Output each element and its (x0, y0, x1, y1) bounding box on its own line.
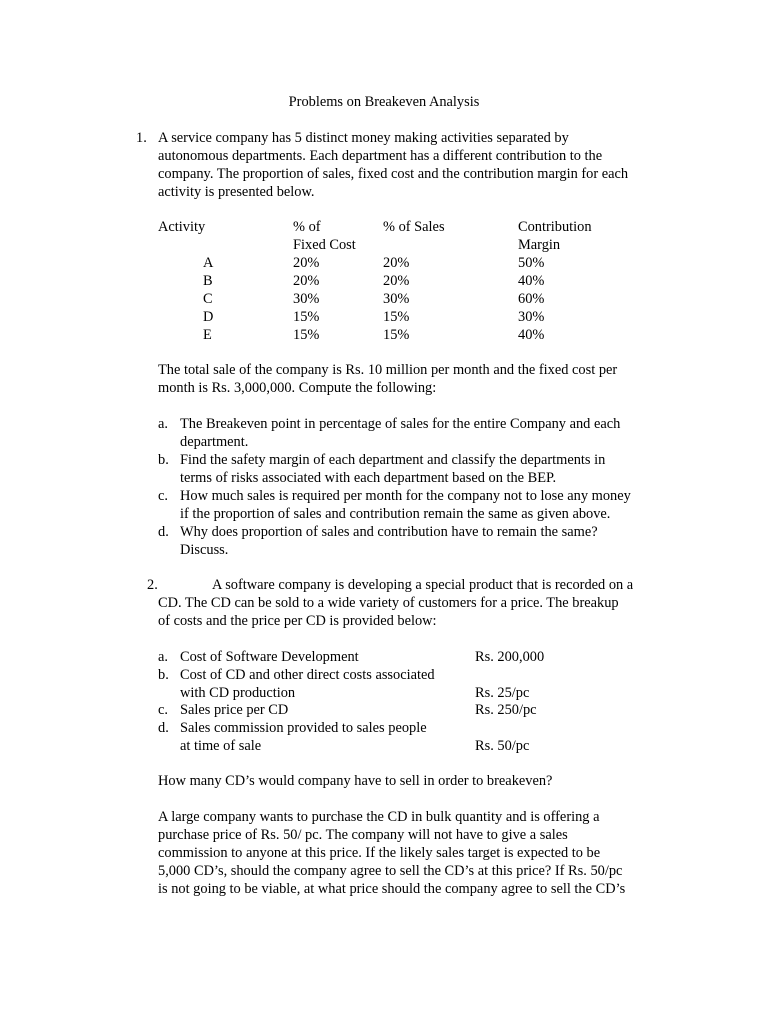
cost-label: d. (158, 720, 169, 736)
table-cell-fixed: 15% (293, 327, 320, 343)
table-cell-cm: 30% (518, 309, 545, 325)
cost-value: Rs. 250/pc (475, 702, 537, 718)
table-header-fixed-cost: % of (293, 219, 321, 235)
table-cell-sales: 20% (383, 255, 410, 271)
part-text: terms of risks associated with each department based on the BEP. (180, 470, 557, 486)
part-label: c. (158, 488, 168, 504)
part-text: The Breakeven point in percentage of sales for the entire Company and each (180, 416, 621, 432)
q2-bulk-line: purchase price of Rs. 50/ pc. The company will not have to give a sales (158, 827, 568, 843)
q1-total-line: The total sale of the company is Rs. 10 million per month and the fixed cost per (158, 362, 618, 378)
q1-intro-line: company. The proportion of sales, fixed cost and the contribution margin for each (158, 166, 629, 182)
q2-intro-line: A software company is developing a special product that is recorded on a (212, 577, 634, 593)
q1-intro-line: A service company has 5 distinct money making activities separated by (158, 130, 569, 146)
cost-label: b. (158, 667, 169, 683)
q1-intro-line: autonomous departments. Each department has a different contribution to the (158, 148, 603, 164)
table-cell-cm: 60% (518, 291, 545, 307)
cost-text: with CD production (180, 685, 296, 701)
part-text: if the proportion of sales and contribution remain the same as given above. (180, 506, 611, 522)
part-label: b. (158, 452, 169, 468)
cost-value: Rs. 50/pc (475, 738, 530, 754)
table-cell-activity: E (203, 327, 212, 343)
part-text: Discuss. (180, 542, 229, 558)
q1-number: 1. (136, 130, 147, 146)
table-header-contribution-margin: Margin (518, 237, 561, 253)
part-label: a. (158, 416, 168, 432)
q2-number: 2. (147, 577, 158, 593)
q2-bulk-line: 5,000 CD’s, should the company agree to sell the CD’s at this price? If Rs. 50/pc (158, 863, 623, 879)
cost-text: Cost of CD and other direct costs associated (180, 667, 435, 683)
table-cell-fixed: 15% (293, 309, 320, 325)
q2-bulk-line: is not going to be viable, at what price should the company agree to sell the CD’s (158, 881, 626, 897)
table-cell-sales: 15% (383, 309, 410, 325)
table-cell-cm: 40% (518, 327, 545, 343)
table-cell-sales: 20% (383, 273, 410, 289)
part-text: department. (180, 434, 249, 450)
table-cell-fixed: 30% (293, 291, 320, 307)
cost-value: Rs. 200,000 (475, 649, 545, 665)
q1-total-line: month is Rs. 3,000,000. Compute the following: (158, 380, 437, 396)
q2-intro-line: of costs and the price per CD is provided below: (158, 613, 437, 629)
q2-intro-line: CD. The CD can be sold to a wide variety of customers for a price. The breakup (158, 595, 619, 611)
part-text: Find the safety margin of each department and classify the departments in (180, 452, 606, 468)
page-title: Problems on Breakeven Analysis (288, 94, 480, 110)
cost-value: Rs. 25/pc (475, 685, 530, 701)
table-cell-activity: C (203, 291, 213, 307)
part-text: Why does proportion of sales and contribution have to remain the same? (180, 524, 598, 540)
table-cell-cm: 40% (518, 273, 545, 289)
q1-intro-line: activity is presented below. (158, 184, 315, 200)
q2-bulk-line: commission to anyone at this price. If the likely sales target is expected to be (158, 845, 601, 861)
table-header-sales: % of Sales (383, 219, 445, 235)
table-header-contribution-margin: Contribution (518, 219, 592, 235)
table-cell-sales: 30% (383, 291, 410, 307)
q2-bulk-line: A large company wants to purchase the CD in bulk quantity and is offering a (158, 809, 600, 825)
cost-text: Sales commission provided to sales people (180, 720, 427, 736)
table-cell-cm: 50% (518, 255, 545, 271)
cost-text: Cost of Software Development (180, 649, 359, 665)
cost-label: a. (158, 649, 168, 665)
cost-text: at time of sale (180, 738, 262, 754)
q2-question: How many CD’s would company have to sell in order to breakeven? (158, 773, 553, 789)
table-cell-fixed: 20% (293, 273, 320, 289)
table-cell-activity: B (203, 273, 213, 289)
table-header-activity: Activity (158, 219, 206, 235)
part-text: How much sales is required per month for the company not to lose any money (180, 488, 631, 504)
part-label: d. (158, 524, 169, 540)
table-cell-activity: D (203, 309, 214, 325)
cost-label: c. (158, 702, 168, 718)
cost-text: Sales price per CD (180, 702, 289, 718)
table-cell-sales: 15% (383, 327, 410, 343)
table-header-fixed-cost: Fixed Cost (293, 237, 356, 253)
table-cell-activity: A (203, 255, 214, 271)
table-cell-fixed: 20% (293, 255, 320, 271)
